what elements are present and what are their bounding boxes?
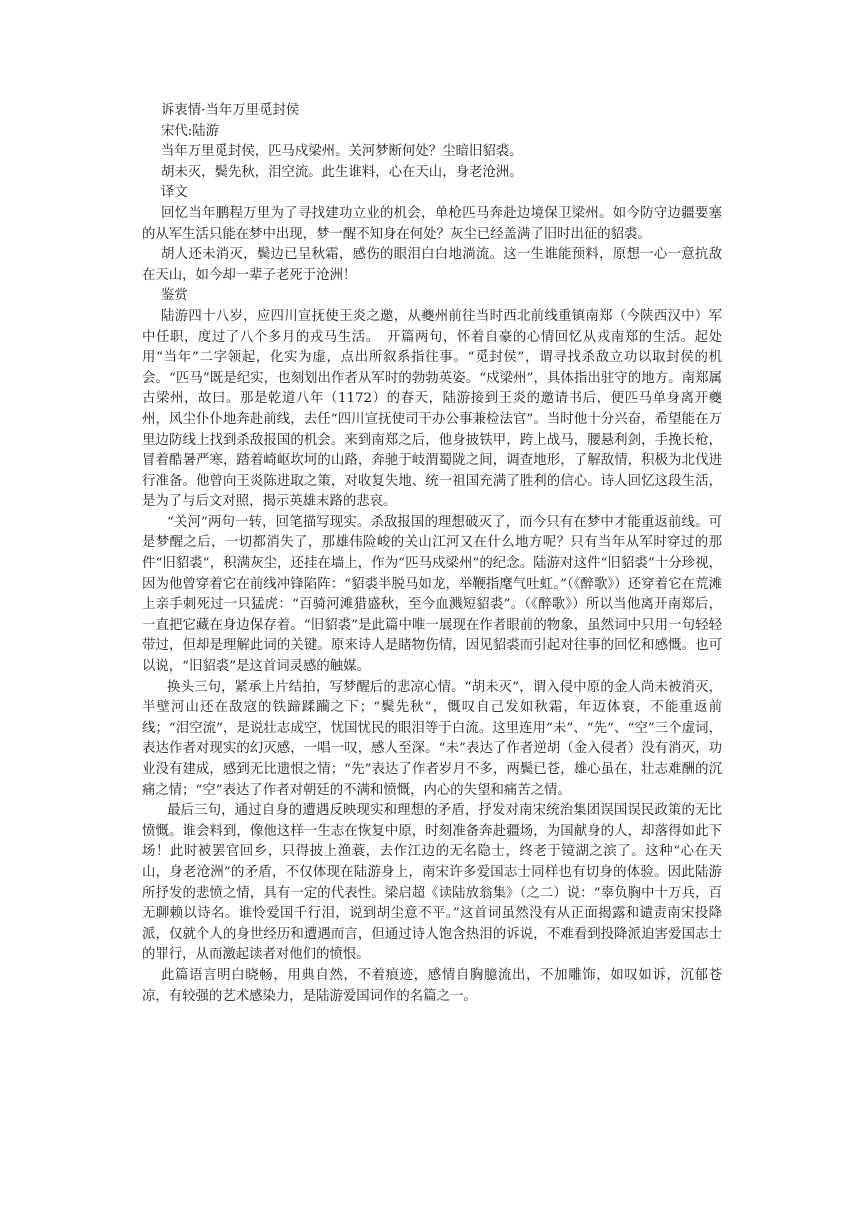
poem-author: 宋代:陆游 <box>161 123 220 139</box>
poem-line-1: 当年万里觅封侯，匹马戍梁州。关河梦断何处？尘暗旧貂裘。 <box>161 144 523 160</box>
translation-heading: 译文 <box>161 185 188 201</box>
appreciation-paragraph: 此篇语言明白晓畅，用典自然，不着痕迹，感情自胸臆流出，不加雕饰，如叹如诉，沉郁苍凉，有较强的艺术感染力，是陆游爱国词作的名篇之一。 <box>142 967 722 1004</box>
appreciation-paragraph: 最后三句，通过自身的遭遇反映现实和理想的矛盾，抒发对南宋统治集团误国误民政策的无比愤慨。谁会料到，像他这样一生志在恢复中原，时刻准备奔赴疆场，为国献身的人，却落得如此下场！此时被罢官回乡，只得披上渔蓑，去作江边的无名隐士，终老于镜湖之滨了。这种“心在天山，身老沧洲”的矛盾，不仅体现在陆游身上，南宋许多爱国志士同样也有切身的体验。因此陆游所抒发的悲愤之情，具有一定的代表性。梁启超《读陆放翁集》（之二）说：“辜负胸中十万兵，百无聊赖以诗名。谁怜爱国千行泪，说到胡尘意不平。”这首词虽然没有从正面揭露和谴责南宋投降派，仅就个人的身世经历和遭遇而言，但通过诗人饱含热泪的诉说，不难看到投降派迫害爱国志士的罪行，从而激起读者对他们的愤恨。 <box>142 803 722 963</box>
poem-line-2: 胡未灭，鬓先秋，泪空流。此生谁料，心在天山，身老沧洲。 <box>161 164 523 180</box>
translation-paragraph: 胡人还未消灭，鬓边已呈秋霜，感伤的眼泪白白地淌流。这一生谁能预料，原想一心一意抗敌在天山，如今却一辈子老死于沧洲！ <box>142 247 722 283</box>
appreciation-paragraph: 陆游四十八岁，应四川宣抚使王炎之邀，从夔州前往当时西北前线重镇南郑（今陕西汉中）军中任职，度过了八个多月的戎马生活。 开篇两句，怀着自豪的心情回忆从戎南郑的生活。起处用“当年”二字领起，化实为虚，点出所叙系指往事。“觅封侯”，谓寻找杀敌立功以取封侯的机会。“匹马”既是纪实，也刻划出作者从军时的勃勃英姿。“戍梁州”，具体指出驻守的地方。南郑属古梁州，故曰。那是乾道八年（1172）的春天，陆游接到王炎的邀请书后，便匹马单身离开夔州，风尘仆仆地奔赴前线，去任“四川宣抚使司干办公事兼检法官”。当时他十分兴奋，希望能在万里边防线上找到杀敌报国的机会。来到南郑之后，他身披铁甲，跨上战马，腰悬利剑，手挽长枪，冒着酷暑严寒，踏着崎岖坎坷的山路，奔驰于岐渭蜀陇之间，调查地形，了解敌情，积极为北伐进行准备。他曾向王炎陈进取之策，对收复失地、统一祖国充满了胜利的信心。诗人回忆这段生活，是为了与后文对照，揭示英雄末路的悲哀。 <box>142 308 722 510</box>
appreciation-paragraph: 换头三句，紧承上片结拍，写梦醒后的悲凉心情。“胡未灭”，谓入侵中原的金人尚未被消灭，半壁河山还在敌寇的铁蹄蹂躏之下；“鬓先秋”，慨叹自己发如秋霜，年迈体衰，不能重返前线；“泪空流”，是说壮志成空，忧国忧民的眼泪等于白流。这里连用“未”、“先”、“空”三个虚词，表达作者对现实的幻灭感，一唱一叹，感人至深。“未”表达了作者逆胡（金入侵者）没有消灭，功业没有建成，感到无比遗恨之情；“先”表达了作者岁月不多，两鬓已苍，雄心虽在，壮志难酬的沉痛之情；“空”表达了作者对朝廷的不满和愤慨，内心的失望和痛苦之情。 <box>142 679 722 798</box>
appreciation-paragraph: “关河”两句一转，回笔描写现实。杀敌报国的理想破灭了，而今只有在梦中才能重返前线。可是梦醒之后，一切都消失了，那雄伟险峻的关山江河又在什么地方呢？只有当年从军时穿过的那件“旧貂裘”，积满灰尘，还挂在墙上，作为“匹马戍梁州”的纪念。陆游对这件“旧貂裘”十分珍视，因为他曾穿着它在前线冲锋陷阵：“貂裘半脱马如龙，举鞭指麾气吐虹。”（《醉歌》）还穿着它在荒滩上亲手刺死过一只猛虎：“百骑河滩猎盛秋，至今血溅短貂裘”。（《醉歌》）所以当他离开南郑后，一直把它藏在身边保存着。“旧貂裘”是此篇中唯一展现在作者眼前的物象，虽然词中只用一句轻轻带过，但却是理解此词的关键。原来诗人是睹物伤情，因见貂裘而引起对往事的回忆和感慨。也可以说，“旧貂裘”是这首词灵感的触媒。 <box>142 514 722 675</box>
translation-paragraph: 回忆当年鹏程万里为了寻找建功立业的机会，单枪匹马奔赴边境保卫梁州。如今防守边疆要塞的从军生活只能在梦中出现，梦一醒不知身在何处？灰尘已经盖满了旧时出征的貂裘。 <box>142 205 722 242</box>
document-body <box>142 101 722 1007</box>
appreciation-heading: 鉴赏 <box>161 288 188 304</box>
poem-title: 诉衷情·当年万里觅封侯 <box>161 103 300 118</box>
